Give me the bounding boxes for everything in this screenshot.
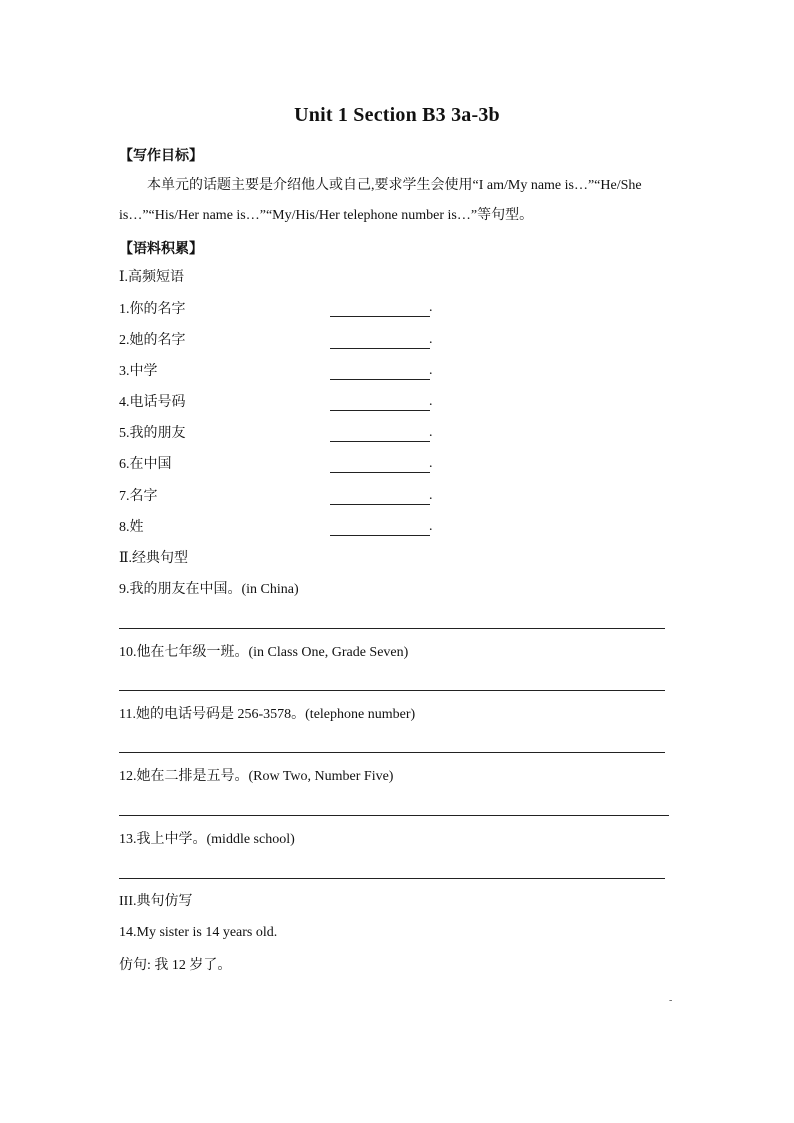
phrase-item: 2.她的名字 (119, 333, 186, 348)
blank-period: . (429, 394, 433, 409)
blank-period: . (429, 363, 433, 378)
phrase-item: 5.我的朋友 (119, 426, 186, 441)
goal-text-line2: is…”“His/Her name is…”“My/His/Her telephone number is…”等句型。 (119, 208, 534, 223)
blank-period: . (429, 300, 433, 315)
blank-period: . (429, 488, 433, 503)
answer-line[interactable] (119, 752, 665, 753)
sentence-item: 11.她的电话号码是 256-3578。(telephone number) (119, 707, 416, 722)
phrase-item: 4.电话号码 (119, 395, 186, 410)
sentence-item: 10.他在七年级一班。(in Class One, Grade Seven) (119, 645, 409, 660)
sentence-item: 12.她在二排是五号。(Row Two, Number Five) (119, 769, 394, 784)
blank-period: . (429, 456, 433, 471)
goal-text-line1: 本单元的话题主要是介绍他人或自己,要求学生会使用“I am/My name is…”“He/She (147, 178, 642, 193)
answer-blank[interactable] (330, 315, 430, 317)
section3-heading: III.典句仿写 (119, 894, 193, 909)
phrase-item: 7.名字 (119, 489, 158, 504)
section1-heading: Ⅰ.高频短语 (119, 270, 185, 285)
answer-blank[interactable] (330, 503, 430, 505)
answer-blank[interactable] (330, 440, 430, 442)
goal-heading: 【写作目标】 (119, 149, 203, 164)
answer-blank[interactable] (330, 409, 430, 411)
phrase-item: 6.在中国 (119, 457, 172, 472)
answer-line[interactable] (119, 878, 665, 879)
blank-period: . (429, 519, 433, 534)
phrase-item: 3.中学 (119, 364, 158, 379)
sentence-item: 13.我上中学。(middle school) (119, 832, 295, 847)
page-title: Unit 1 Section B3 3a-3b (294, 104, 500, 126)
section2-heading: Ⅱ.经典句型 (119, 551, 189, 566)
page-mark: - (669, 995, 673, 1006)
imitation-prompt: 仿句: 我 12 岁了。 (119, 958, 232, 973)
answer-line[interactable] (119, 815, 669, 816)
sentence-item: 9.我的朋友在中国。(in China) (119, 582, 299, 597)
answer-line[interactable] (119, 628, 665, 629)
answer-blank[interactable] (330, 347, 430, 349)
model-sentence: 14.My sister is 14 years old. (119, 925, 278, 940)
blank-period: . (429, 425, 433, 440)
answer-line[interactable] (119, 690, 665, 691)
answer-blank[interactable] (330, 471, 430, 473)
accumulation-heading: 【语料积累】 (119, 242, 203, 257)
blank-period: . (429, 332, 433, 347)
phrase-item: 1.你的名字 (119, 302, 186, 317)
answer-blank[interactable] (330, 534, 430, 536)
answer-blank[interactable] (330, 378, 430, 380)
phrase-item: 8.姓 (119, 520, 144, 535)
